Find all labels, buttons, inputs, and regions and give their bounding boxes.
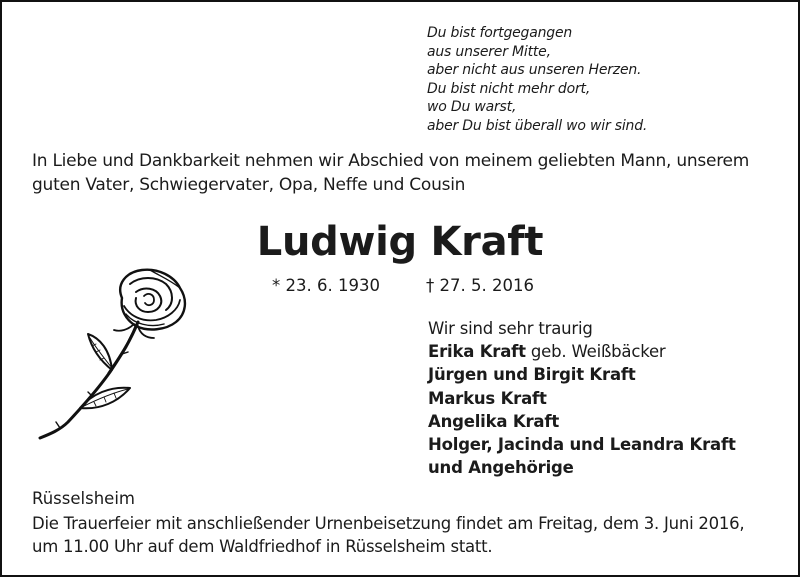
- poem-line: Du bist fortgegangen: [427, 25, 573, 41]
- mourner-name: Erika Kraft: [428, 342, 526, 362]
- poem-line: aber nicht aus unseren Herzen.: [427, 62, 642, 78]
- poem-line: Du bist nicht mehr dort,: [427, 80, 591, 97]
- intro-line: guten Vater, Schwiegervater, Opa, Neffe und Cousin: [32, 174, 466, 195]
- mourner-item: Holger, Jacinda und Leandra Kraft: [428, 435, 736, 455]
- death-date: † 27. 5. 2016: [426, 276, 534, 295]
- mourner-item: und Angehörige: [428, 458, 574, 478]
- poem: [427, 24, 647, 135]
- mourner-item: Jürgen und Birgit Kraft: [428, 365, 636, 385]
- intro-line: In Liebe und Dankbarkeit nehmen wir Abschied von meinem geliebten Mann, unserem: [32, 151, 750, 171]
- mourner-item: Angelika Kraft: [428, 411, 560, 431]
- birth-date: * 23. 6. 1930: [272, 276, 380, 295]
- funeral-info: [32, 512, 744, 558]
- poem-line: aus unserer Mitte,: [427, 43, 551, 60]
- place-name: Rüsselsheim: [32, 489, 135, 508]
- mourner-item: [428, 340, 736, 363]
- funeral-line: um 11.00 Uhr auf dem Waldfriedhof in Rüsselsheim statt.: [32, 537, 493, 556]
- funeral-line: Die Trauerfeier mit anschließender Urnenbeisetzung findet am Freitag, dem 3. Juni 2016,: [32, 514, 745, 533]
- deceased-name: Ludwig Kraft: [256, 219, 544, 265]
- rose-icon: [30, 262, 200, 442]
- poem-line: aber Du bist überall wo wir sind.: [427, 117, 648, 134]
- mourners-intro: Wir sind sehr traurig: [428, 319, 593, 338]
- poem-line: wo Du warst,: [427, 99, 517, 115]
- mourner-suffix: geb. Weißbäcker: [525, 342, 666, 362]
- intro-text: [32, 150, 792, 197]
- mourner-item: Markus Kraft: [428, 388, 547, 408]
- mourners-list: [428, 317, 736, 479]
